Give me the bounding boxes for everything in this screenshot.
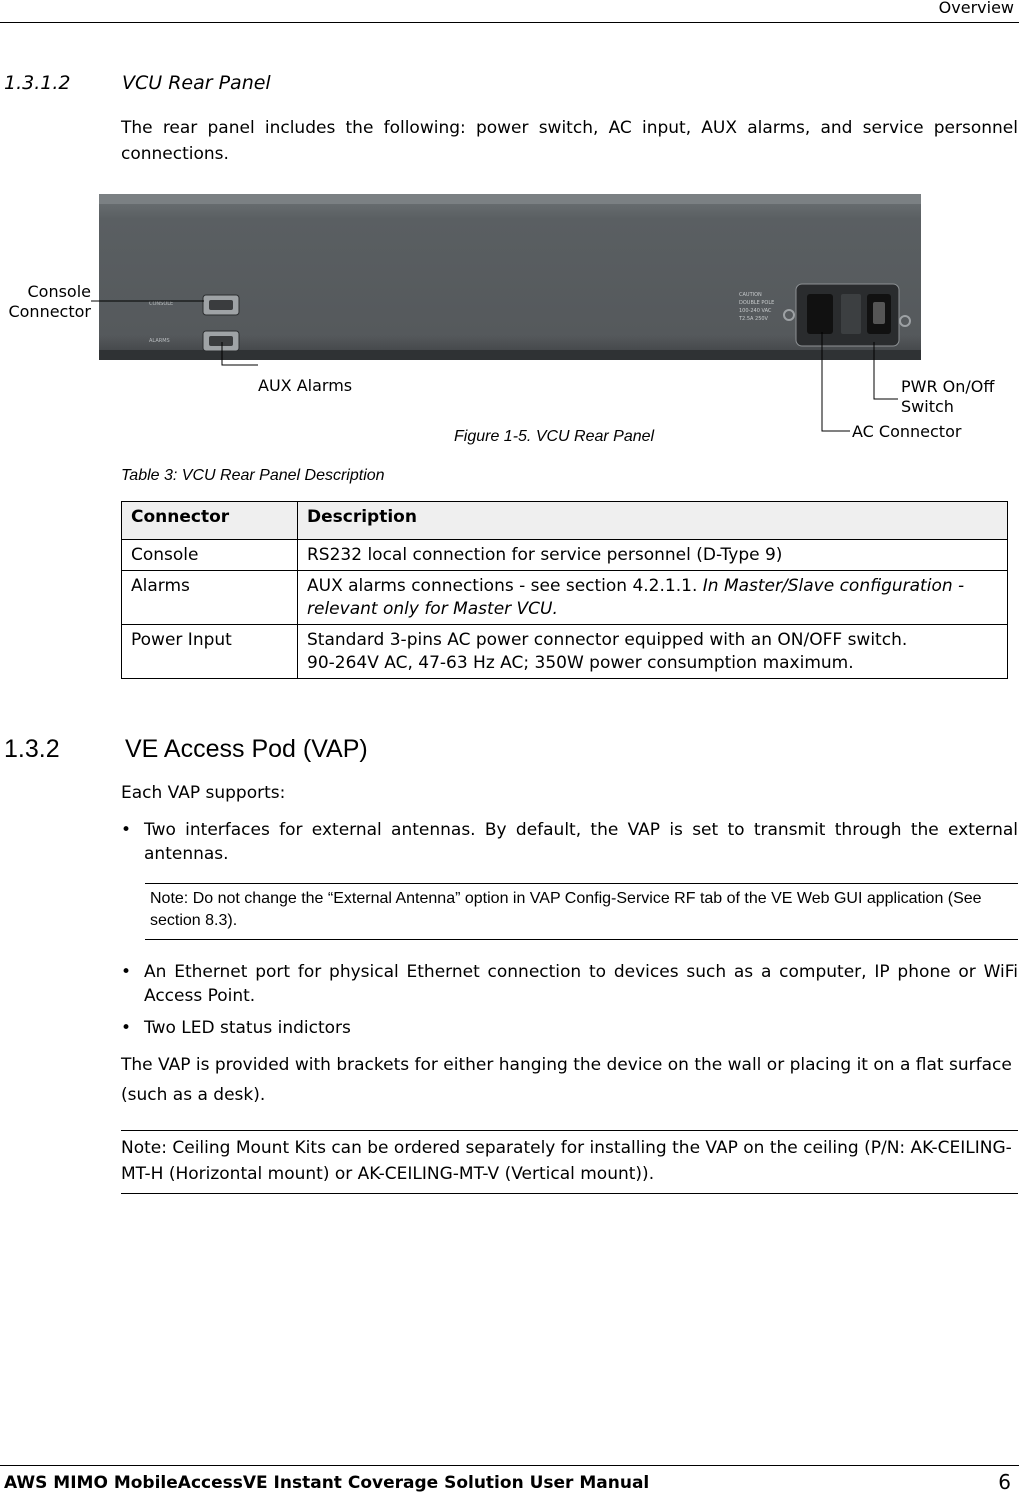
table-row xyxy=(122,571,1008,625)
table-cell: RS232 local connection for service personnel (D-Type 9) xyxy=(298,540,1008,571)
svg-text:T2.5A 250V: T2.5A 250V xyxy=(739,316,768,322)
table-row xyxy=(122,540,1008,571)
bullet-glyph: • xyxy=(121,820,132,840)
table-header-row xyxy=(122,502,1008,540)
list-item: • Two LED status indictors xyxy=(121,1018,351,1038)
heading-number: 1.3.1.2 xyxy=(4,72,71,94)
bullet-glyph: • xyxy=(121,1018,132,1038)
section-heading-vap xyxy=(4,735,368,764)
table-row xyxy=(122,625,1008,679)
header-section: Overview xyxy=(938,0,1014,17)
table-cell: Console xyxy=(122,540,298,571)
vap-intro: Each VAP supports: xyxy=(121,783,286,803)
footer-title: AWS MIMO MobileAccessVE Instant Coverage Solution User Manual xyxy=(4,1473,650,1493)
list-item: • Two interfaces for external antennas. By default, the VAP is set to transmit through the external antennas. xyxy=(121,820,1018,864)
note-ceiling-mount: Note: Ceiling Mount Kits can be ordered separately for installing the VAP on the ceiling (P/N: AK-CEILING-MT-H (Horizontal mount) or AK-CEILING-MT-V (Vertical mount)). xyxy=(121,1130,1018,1194)
figure-caption: Figure 1-5. VCU Rear Panel xyxy=(454,428,655,445)
heading-title: VCU Rear Panel xyxy=(122,72,271,94)
svg-text:CAUTION: CAUTION xyxy=(739,292,762,298)
svg-text:DOUBLE POLE: DOUBLE POLE xyxy=(739,300,775,306)
page-footer xyxy=(0,1465,1019,1496)
closing-paragraph: The VAP is provided with brackets for either hanging the device on the wall or placing it on a flat surface (such as a desk). xyxy=(121,1055,1012,1105)
console-connector-callout: Console Connector xyxy=(8,282,91,321)
table-cell: AUX alarms connections - see section 4.2.1.1. In Master/Slave configuration - relevant only for Master VCU. xyxy=(298,571,1008,625)
table-cell: Power Input xyxy=(122,625,298,679)
callout-lines xyxy=(0,0,1019,440)
note-external-antenna: Note: Do not change the “External Antenna” option in VAP Config-Service RF tab of the VE Web GUI application (See section 8.3). xyxy=(145,883,1018,940)
svg-text:ALARMS: ALARMS xyxy=(149,338,170,344)
column-header: Connector xyxy=(122,502,298,540)
aux-alarms-callout: AUX Alarms xyxy=(258,376,353,395)
svg-text:CONSOLE: CONSOLE xyxy=(149,301,174,307)
svg-text:100-240 VAC: 100-240 VAC xyxy=(739,308,772,314)
table-cell: Alarms xyxy=(122,571,298,625)
intro-paragraph: The rear panel includes the following: power switch, AC input, AUX alarms, and service personnel connections. xyxy=(121,118,1018,164)
table-caption: Table 3: VCU Rear Panel Description xyxy=(121,467,385,484)
ac-connector-callout: AC Connector xyxy=(852,422,962,441)
list-item: • An Ethernet port for physical Ethernet connection to devices such as a computer, IP phone or WiFi Access Point. xyxy=(121,962,1018,1006)
heading-number: 1.3.2 xyxy=(4,735,60,763)
column-header: Description xyxy=(298,502,1008,540)
rear-panel-table xyxy=(121,501,1008,679)
table-cell: Standard 3-pins AC power connector equipped with an ON/OFF switch. 90-264V AC, 47-63 Hz AC; 350W power consumption maximum. xyxy=(298,625,1008,679)
pwr-switch-callout: PWR On/Off Switch xyxy=(901,377,995,416)
heading-title: VE Access Pod (VAP) xyxy=(125,735,368,763)
page-number: 6 xyxy=(998,1470,1011,1494)
bullet-glyph: • xyxy=(121,962,132,982)
